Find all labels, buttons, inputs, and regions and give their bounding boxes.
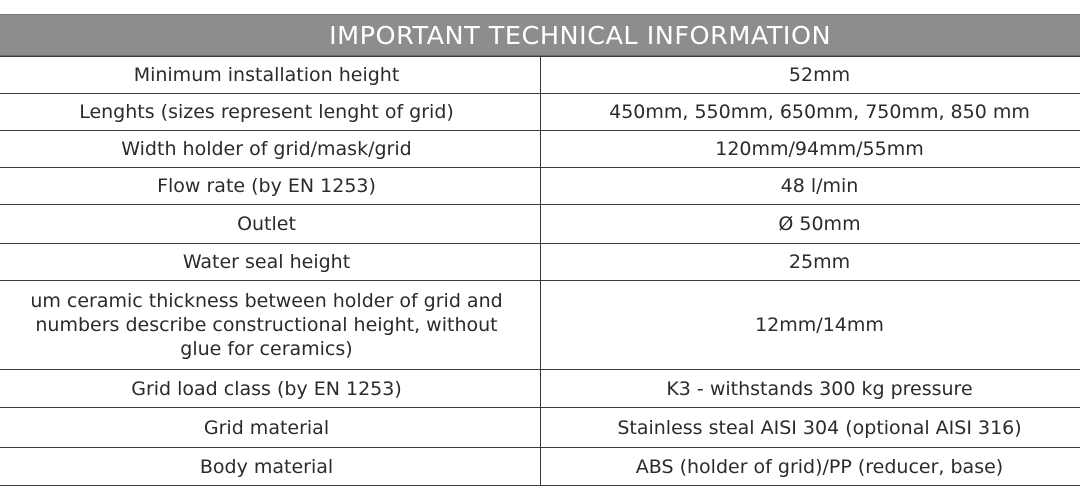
row-value: 48 l/min <box>541 168 1080 205</box>
row-label: Grid material <box>0 408 541 448</box>
row-label: Body material <box>0 448 541 486</box>
table-row <box>0 94 1080 131</box>
table-row <box>0 408 1080 448</box>
row-value: ABS (holder of grid)/PP (reducer, base) <box>541 448 1080 486</box>
row-value: K3 - withstands 300 kg pressure <box>541 370 1080 408</box>
row-value: 12mm/14mm <box>541 281 1080 370</box>
table-row <box>0 281 1080 370</box>
row-label: Minimum installation height <box>0 57 541 94</box>
row-label: Outlet <box>0 205 541 244</box>
table-row <box>0 370 1080 408</box>
table-row <box>0 448 1080 486</box>
row-value: 450mm, 550mm, 650mm, 750mm, 850 mm <box>541 94 1080 131</box>
row-label: Water seal height <box>0 244 541 281</box>
row-label: Lenghts (sizes represent lenght of grid) <box>0 94 541 131</box>
table-row <box>0 168 1080 205</box>
row-label-line: numbers describe constructional height, without <box>35 314 498 336</box>
table-row <box>0 205 1080 244</box>
row-label: Width holder of grid/mask/grid <box>0 131 541 168</box>
table-title: IMPORTANT TECHNICAL INFORMATION <box>328 21 832 50</box>
row-value: Ø 50mm <box>541 205 1080 244</box>
row-label-line: um ceramic thickness between holder of grid and <box>30 290 503 312</box>
row-value: Stainless steal AISI 304 (optional AISI 316) <box>541 408 1080 448</box>
technical-info-table <box>0 56 1080 486</box>
row-label-line: glue for ceramics) <box>180 338 353 360</box>
row-value: 25mm <box>541 244 1080 281</box>
row-label: Grid load class (by EN 1253) <box>0 370 541 408</box>
row-value: 52mm <box>541 57 1080 94</box>
table-row <box>0 57 1080 94</box>
table-row <box>0 131 1080 168</box>
technical-info-sheet <box>0 14 1080 486</box>
row-label: Flow rate (by EN 1253) <box>0 168 541 205</box>
row-value: 120mm/94mm/55mm <box>541 131 1080 168</box>
table-title-bar <box>0 14 1080 56</box>
table-row <box>0 244 1080 281</box>
row-label-multiline <box>0 281 541 370</box>
